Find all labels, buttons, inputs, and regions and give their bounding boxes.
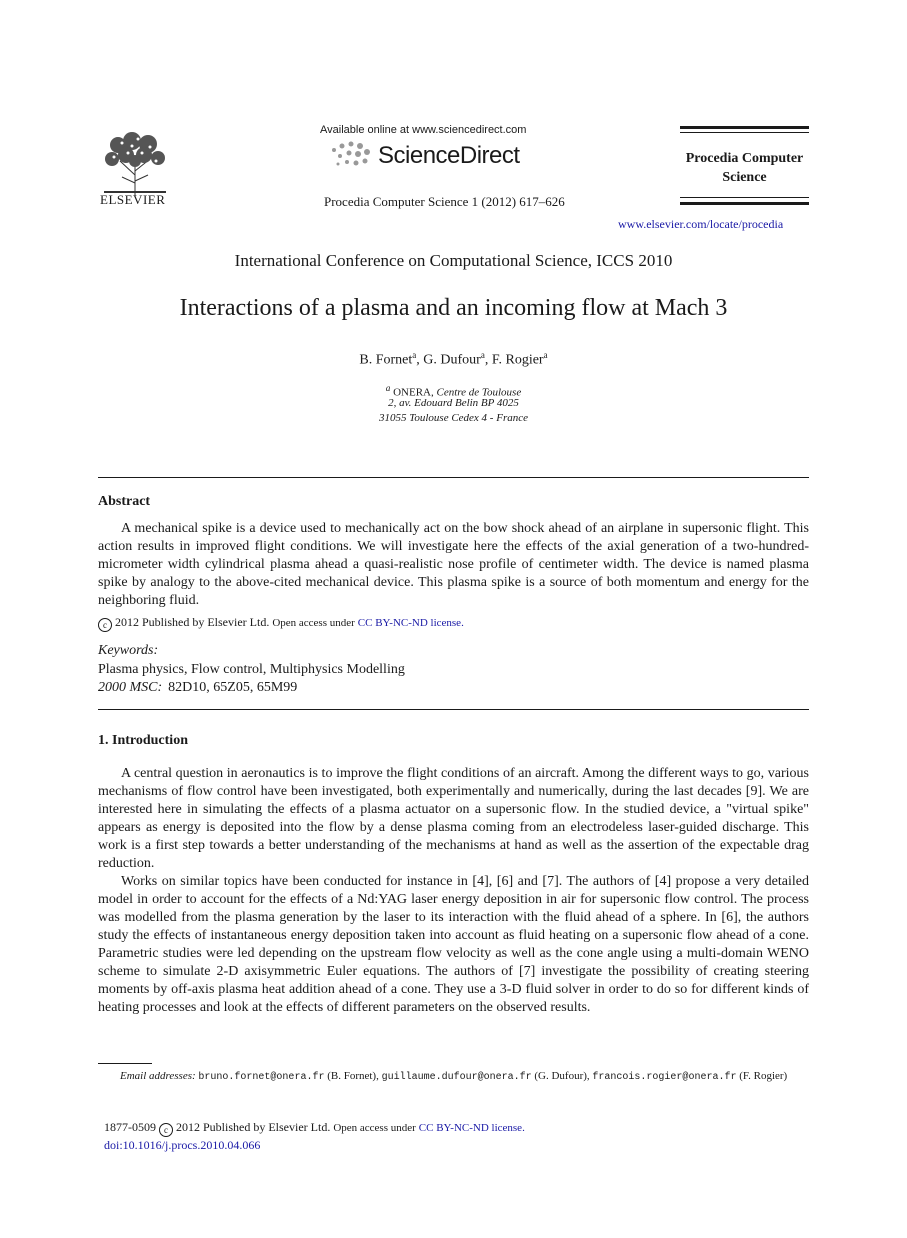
email-link[interactable]: guillaume.dufour@onera.fr bbox=[381, 1072, 532, 1083]
license-link[interactable]: CC BY-NC-ND license. bbox=[357, 617, 464, 629]
abstract-top-rule bbox=[98, 477, 809, 478]
affiliation-mark: a bbox=[385, 383, 391, 393]
author-affil-mark: a bbox=[412, 350, 417, 360]
journal-reference: Procedia Computer Science 1 (2012) 617–626 bbox=[324, 194, 565, 209]
email-label: Email addresses: bbox=[120, 1070, 196, 1082]
abstract-paragraph: A mechanical spike is a device used to mechanically act on the bow shock ahead of an airplane in supersonic flight. This action results in improved flight conditions. We will investigate here the effects of the axial generation of a two-hundred-micrometer width cylindrical plasma ahead a quasi-realistic nose profile of centimeter width. The device is named plasma spike by analogy to the above-cited mechanical device. This plasma spike is a source of both momentum and energy for the neighboring fluid. bbox=[98, 521, 809, 608]
journal-name-line2: Science bbox=[722, 170, 767, 185]
abstract-heading: Abstract bbox=[98, 494, 151, 509]
author-affil-mark: a bbox=[480, 350, 485, 360]
affiliation-org: ONERA, bbox=[393, 386, 434, 399]
copyright-text: 2012 Published by Elsevier Ltd. bbox=[115, 615, 270, 629]
author-name: B. Fornet bbox=[359, 352, 413, 368]
introduction-paragraph-1: A central question in aeronautics is to improve the flight conditions of an aircraft. Among the different ways to go, various mechanisms of flow control have been investigated, both experimentally and numerically, during the last decades [9]. We are interested here in simulating the effects of a plasma actuator on a supersonic flow. In the studied device, a "virtual spike" appears as energy is deposited into the flow by a dense plasma coming from an electrodeless laser-guided discharge. This work is a first step towards a better understanding of the mechanisms at hand as well as the assertion of the expectable drag reduction. bbox=[98, 766, 809, 871]
affiliation-line2: 2, av. Edouard Belin BP 4025 bbox=[388, 397, 519, 409]
footer-published: 2012 Published by Elsevier Ltd. bbox=[176, 1120, 331, 1134]
journal-url-link[interactable]: www.elsevier.com/locate/procedia bbox=[618, 217, 784, 231]
elsevier-wordmark: ELSEVIER bbox=[100, 192, 166, 207]
msc-codes: 82D10, 65Z05, 65M99 bbox=[168, 680, 298, 695]
copyright-symbol: c bbox=[159, 1123, 173, 1137]
author-list bbox=[0, 350, 907, 369]
journal-rule-bottom bbox=[680, 202, 809, 205]
footer-open-access: Open access under bbox=[333, 1122, 416, 1134]
journal-rule-top bbox=[680, 126, 809, 129]
email-owner: (F. Rogier) bbox=[739, 1070, 788, 1082]
author-separator: , bbox=[416, 352, 424, 368]
author-separator: , bbox=[484, 352, 492, 368]
author-name: G. Dufour bbox=[423, 352, 481, 368]
issn-line bbox=[104, 1120, 525, 1137]
doi-link[interactable]: doi:10.1016/j.procs.2010.04.066 bbox=[104, 1138, 261, 1152]
introduction-body bbox=[98, 765, 809, 1017]
introduction-paragraph-2: Works on similar topics have been conducted for instance in [4], [6] and [7]. The authors of [4] propose a very detailed model in order to account for the effects of a Nd:YAG laser energy deposition in air for supersonic flow control. The process was modelled from the plasma generation by the laser to its interaction with the fluid ahead of a sphere. In [6], the authors study the effects of instantaneous energy deposition taken into account as fluid heating on a supersonic flow ahead of a cone. Parametric studies were led depending on the upstream flow velocity as well as the cone angle using a multi-domain WENO scheme to simulate 2-D axisymmetric Euler equations. The authors of [7] investigate the possibility of creating steering moments by off-axis plasma heat addition ahead of a cone. They use a 3-D fluid solver in order to do so for different kinds of heating processes and look at the effects of different parameters on the observed results. bbox=[98, 874, 809, 1015]
introduction-heading: 1. Introduction bbox=[98, 733, 188, 748]
keywords-list: Plasma physics, Flow control, Multiphysics Modelling bbox=[98, 662, 405, 677]
open-access-text: Open access under bbox=[272, 617, 355, 629]
journal-rule-bottom-thin bbox=[680, 197, 809, 198]
journal-rule-top-thin bbox=[680, 132, 809, 133]
abstract-text bbox=[98, 520, 809, 610]
keywords-label: Keywords: bbox=[98, 643, 159, 658]
email-link[interactable]: bruno.fornet@onera.fr bbox=[198, 1072, 325, 1083]
author-name: F. Rogier bbox=[491, 352, 544, 368]
email-footnote bbox=[98, 1069, 809, 1085]
footer-license-link[interactable]: CC BY-NC-ND license. bbox=[418, 1122, 525, 1134]
available-online-text: Available online at www.sciencedirect.com bbox=[320, 124, 527, 136]
footnote-rule bbox=[98, 1063, 152, 1064]
affiliation-centre: Centre de Toulouse bbox=[436, 386, 522, 399]
issn-number: 1877-0509 bbox=[104, 1120, 156, 1134]
affiliation-line3: 31055 Toulouse Cedex 4 - France bbox=[379, 412, 528, 424]
abstract-bottom-rule bbox=[98, 709, 809, 710]
journal-name bbox=[680, 149, 809, 187]
sciencedirect-wordmark: ScienceDirect bbox=[378, 142, 520, 169]
email-owner: (G. Dufour), bbox=[534, 1070, 590, 1082]
author-affil-mark: a bbox=[543, 350, 548, 360]
email-owner: (B. Fornet), bbox=[327, 1070, 379, 1082]
sciencedirect-dots-icon bbox=[330, 140, 374, 170]
msc-line bbox=[98, 680, 297, 696]
copyright-line bbox=[98, 615, 464, 632]
conference-name: International Conference on Computational Science, ICCS 2010 bbox=[234, 251, 673, 270]
copyright-symbol: c bbox=[98, 618, 112, 632]
email-link[interactable]: francois.rogier@onera.fr bbox=[592, 1072, 737, 1083]
paper-title: Interactions of a plasma and an incoming flow at Mach 3 bbox=[179, 295, 728, 321]
msc-label: 2000 MSC: bbox=[98, 680, 163, 695]
journal-name-line1: Procedia Computer bbox=[685, 151, 804, 166]
